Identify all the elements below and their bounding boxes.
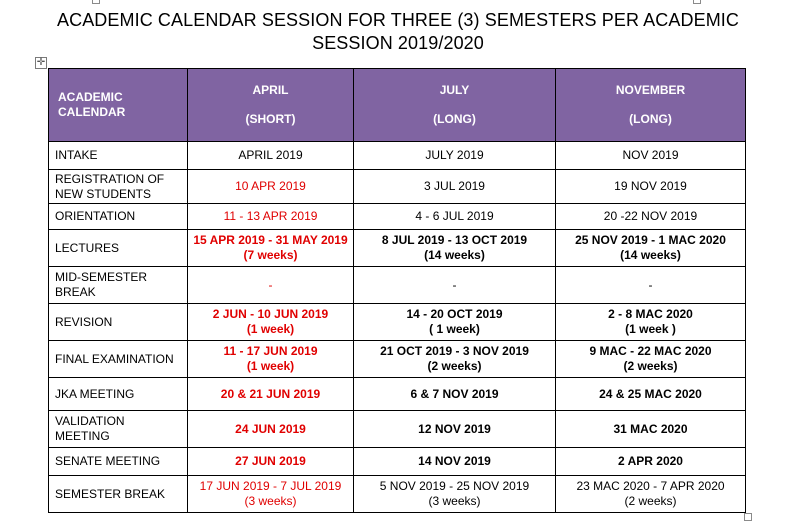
cell-july [354,341,556,378]
cell-line: 6 & 7 NOV 2019 [410,386,499,401]
table-move-handle-icon[interactable]: ✛ [36,57,46,68]
cell-line: - [648,277,653,292]
cell-july [354,267,556,304]
cell-april [188,230,354,267]
cell-line: (1 week) [246,359,295,373]
cell-line: (7 weeks) [243,248,298,262]
cell-november [556,267,746,304]
cell-july [354,304,556,341]
cell-line: - [268,277,273,292]
cell-line: 24 JUN 2019 [235,421,306,436]
cell-november [556,142,746,170]
table-row [49,378,746,411]
table-row [49,267,746,304]
cell-line: 2 APR 2020 [618,454,683,468]
header-july-type: (LONG) [433,112,476,126]
row-label [49,378,188,411]
row-label [49,411,188,448]
cell-july [354,476,556,513]
cell-july [354,448,556,476]
cell-line: BREAK [55,285,96,299]
cell-line: LECTURES [55,240,120,255]
cell-line: FINAL EXAMINATION [55,351,174,366]
cell-july [354,170,556,204]
cell-line: 15 APR 2019 - 31 MAY 2019 [193,233,348,247]
cell-line: NOV 2019 [622,148,679,162]
title-line-1: ACADEMIC CALENDAR SESSION FOR THREE (3) SEMESTERS PER ACADEMIC [57,10,739,30]
cell-april [188,267,354,304]
header-july [354,69,556,142]
cell-line: VALIDATION [55,414,125,428]
header-july-month: JULY [439,83,470,97]
cell-line: NEW STUDENTS [55,186,151,201]
cell-april [188,304,354,341]
row-label [49,476,188,513]
cell-november [556,378,746,411]
cell-april [188,170,354,204]
table-row [49,476,746,513]
cell-november [556,341,746,378]
cell-line: 14 NOV 2019 [418,454,491,468]
cell-line: 20 & 21 JUN 2019 [220,386,321,401]
row-label [49,204,188,230]
cell-line: SENATE MEETING [55,454,161,468]
header-april-month: APRIL [252,83,289,97]
table-row [49,448,746,476]
cell-november [556,304,746,341]
cell-line: 12 NOV 2019 [418,421,491,436]
table-row [49,170,746,204]
cell-april [188,341,354,378]
row-label [49,267,188,304]
table-row [49,204,746,230]
cell-november [556,476,746,513]
cell-july [354,142,556,170]
cell-line: 23 MAC 2020 - 7 APR 2020 [576,479,725,493]
cell-line: INTAKE [55,148,98,162]
cell-line: (1 week) [246,322,295,336]
cell-july [354,204,556,230]
cell-april [188,378,354,411]
cell-november [556,448,746,476]
cell-july [354,378,556,411]
page-corner-mark-left [92,0,100,4]
cell-april [188,204,354,230]
cell-november [556,170,746,204]
cell-line: 10 APR 2019 [235,179,306,193]
cell-line: 11 - 13 APR 2019 [223,209,318,223]
cell-november [556,230,746,267]
cell-line: 25 NOV 2019 - 1 MAC 2020 [575,233,726,247]
cell-line: JKA MEETING [55,386,135,401]
row-label [49,341,188,378]
table-header-row [49,69,746,142]
cell-line: JULY 2019 [425,148,484,162]
cell-line: 24 & 25 MAC 2020 [599,386,702,401]
header-november-month: NOVEMBER [615,83,686,97]
cell-line: (14 weeks) [620,248,681,262]
table-row [49,411,746,448]
cell-line: (1 week ) [625,322,676,336]
cell-april [188,448,354,476]
header-november-type: (LONG) [629,112,672,126]
header-academic-calendar: ACADEMIC CALENDAR [49,69,188,142]
cell-line: REVISION [55,314,113,329]
cell-line: (2 weeks) [624,494,677,508]
cell-april [188,476,354,513]
table-resize-handle[interactable] [744,513,752,521]
cell-line: (3 weeks) [244,494,297,508]
cell-line: APRIL 2019 [238,148,303,162]
cell-november [556,204,746,230]
cell-line: 19 NOV 2019 [614,179,687,193]
header-april [188,69,354,142]
cell-line: 2 - 8 MAC 2020 [608,307,693,321]
row-label [49,170,188,204]
cell-line: 27 JUN 2019 [235,454,306,468]
row-label [49,230,188,267]
table-row [49,142,746,170]
header-november [556,69,746,142]
cell-line: REGISTRATION OF [55,171,165,186]
cell-april [188,142,354,170]
cell-november [556,411,746,448]
cell-july [354,411,556,448]
cell-line: 4 - 6 JUL 2019 [415,209,494,223]
cell-line: 14 - 20 OCT 2019 [406,307,503,321]
cell-line: MEETING [55,429,110,443]
cell-line: (14 weeks) [424,248,485,262]
table-row [49,304,746,341]
title-line-2: SESSION 2019/2020 [312,33,484,53]
cell-line: 8 JUL 2019 - 13 OCT 2019 [381,233,528,247]
cell-line: (2 weeks) [427,359,482,373]
cell-line: SEMESTER BREAK [55,486,166,501]
page-corner-mark-right [693,0,701,4]
cell-line: ORIENTATION [55,209,136,223]
cell-line: (2 weeks) [623,359,678,373]
cell-line: 3 JUL 2019 [424,179,485,193]
cell-july [354,230,556,267]
table-row [49,341,746,378]
row-label [49,142,188,170]
cell-line: - [452,277,457,292]
table-body [49,142,746,513]
cell-line: (3 weeks) [428,494,481,508]
row-label [49,304,188,341]
cell-line: 31 MAC 2020 [613,421,688,436]
cell-line: 5 NOV 2019 - 25 NOV 2019 [379,479,530,493]
cell-line: 2 JUN - 10 JUN 2019 [212,307,329,321]
header-april-type: (SHORT) [245,112,296,126]
cell-line: MID-SEMESTER [55,270,148,284]
cell-april [188,411,354,448]
cell-line: 20 -22 NOV 2019 [603,209,698,223]
page-title [0,9,796,55]
cell-line: ( 1 week) [429,322,480,336]
cell-line: 9 MAC - 22 MAC 2020 [589,344,712,358]
row-label [49,448,188,476]
cell-line: 11 - 17 JUN 2019 [223,344,318,358]
table-row [49,230,746,267]
cell-line: 17 JUN 2019 - 7 JUL 2019 [199,479,342,493]
cell-line: 21 OCT 2019 - 3 NOV 2019 [380,344,529,358]
academic-calendar-table [48,68,746,513]
